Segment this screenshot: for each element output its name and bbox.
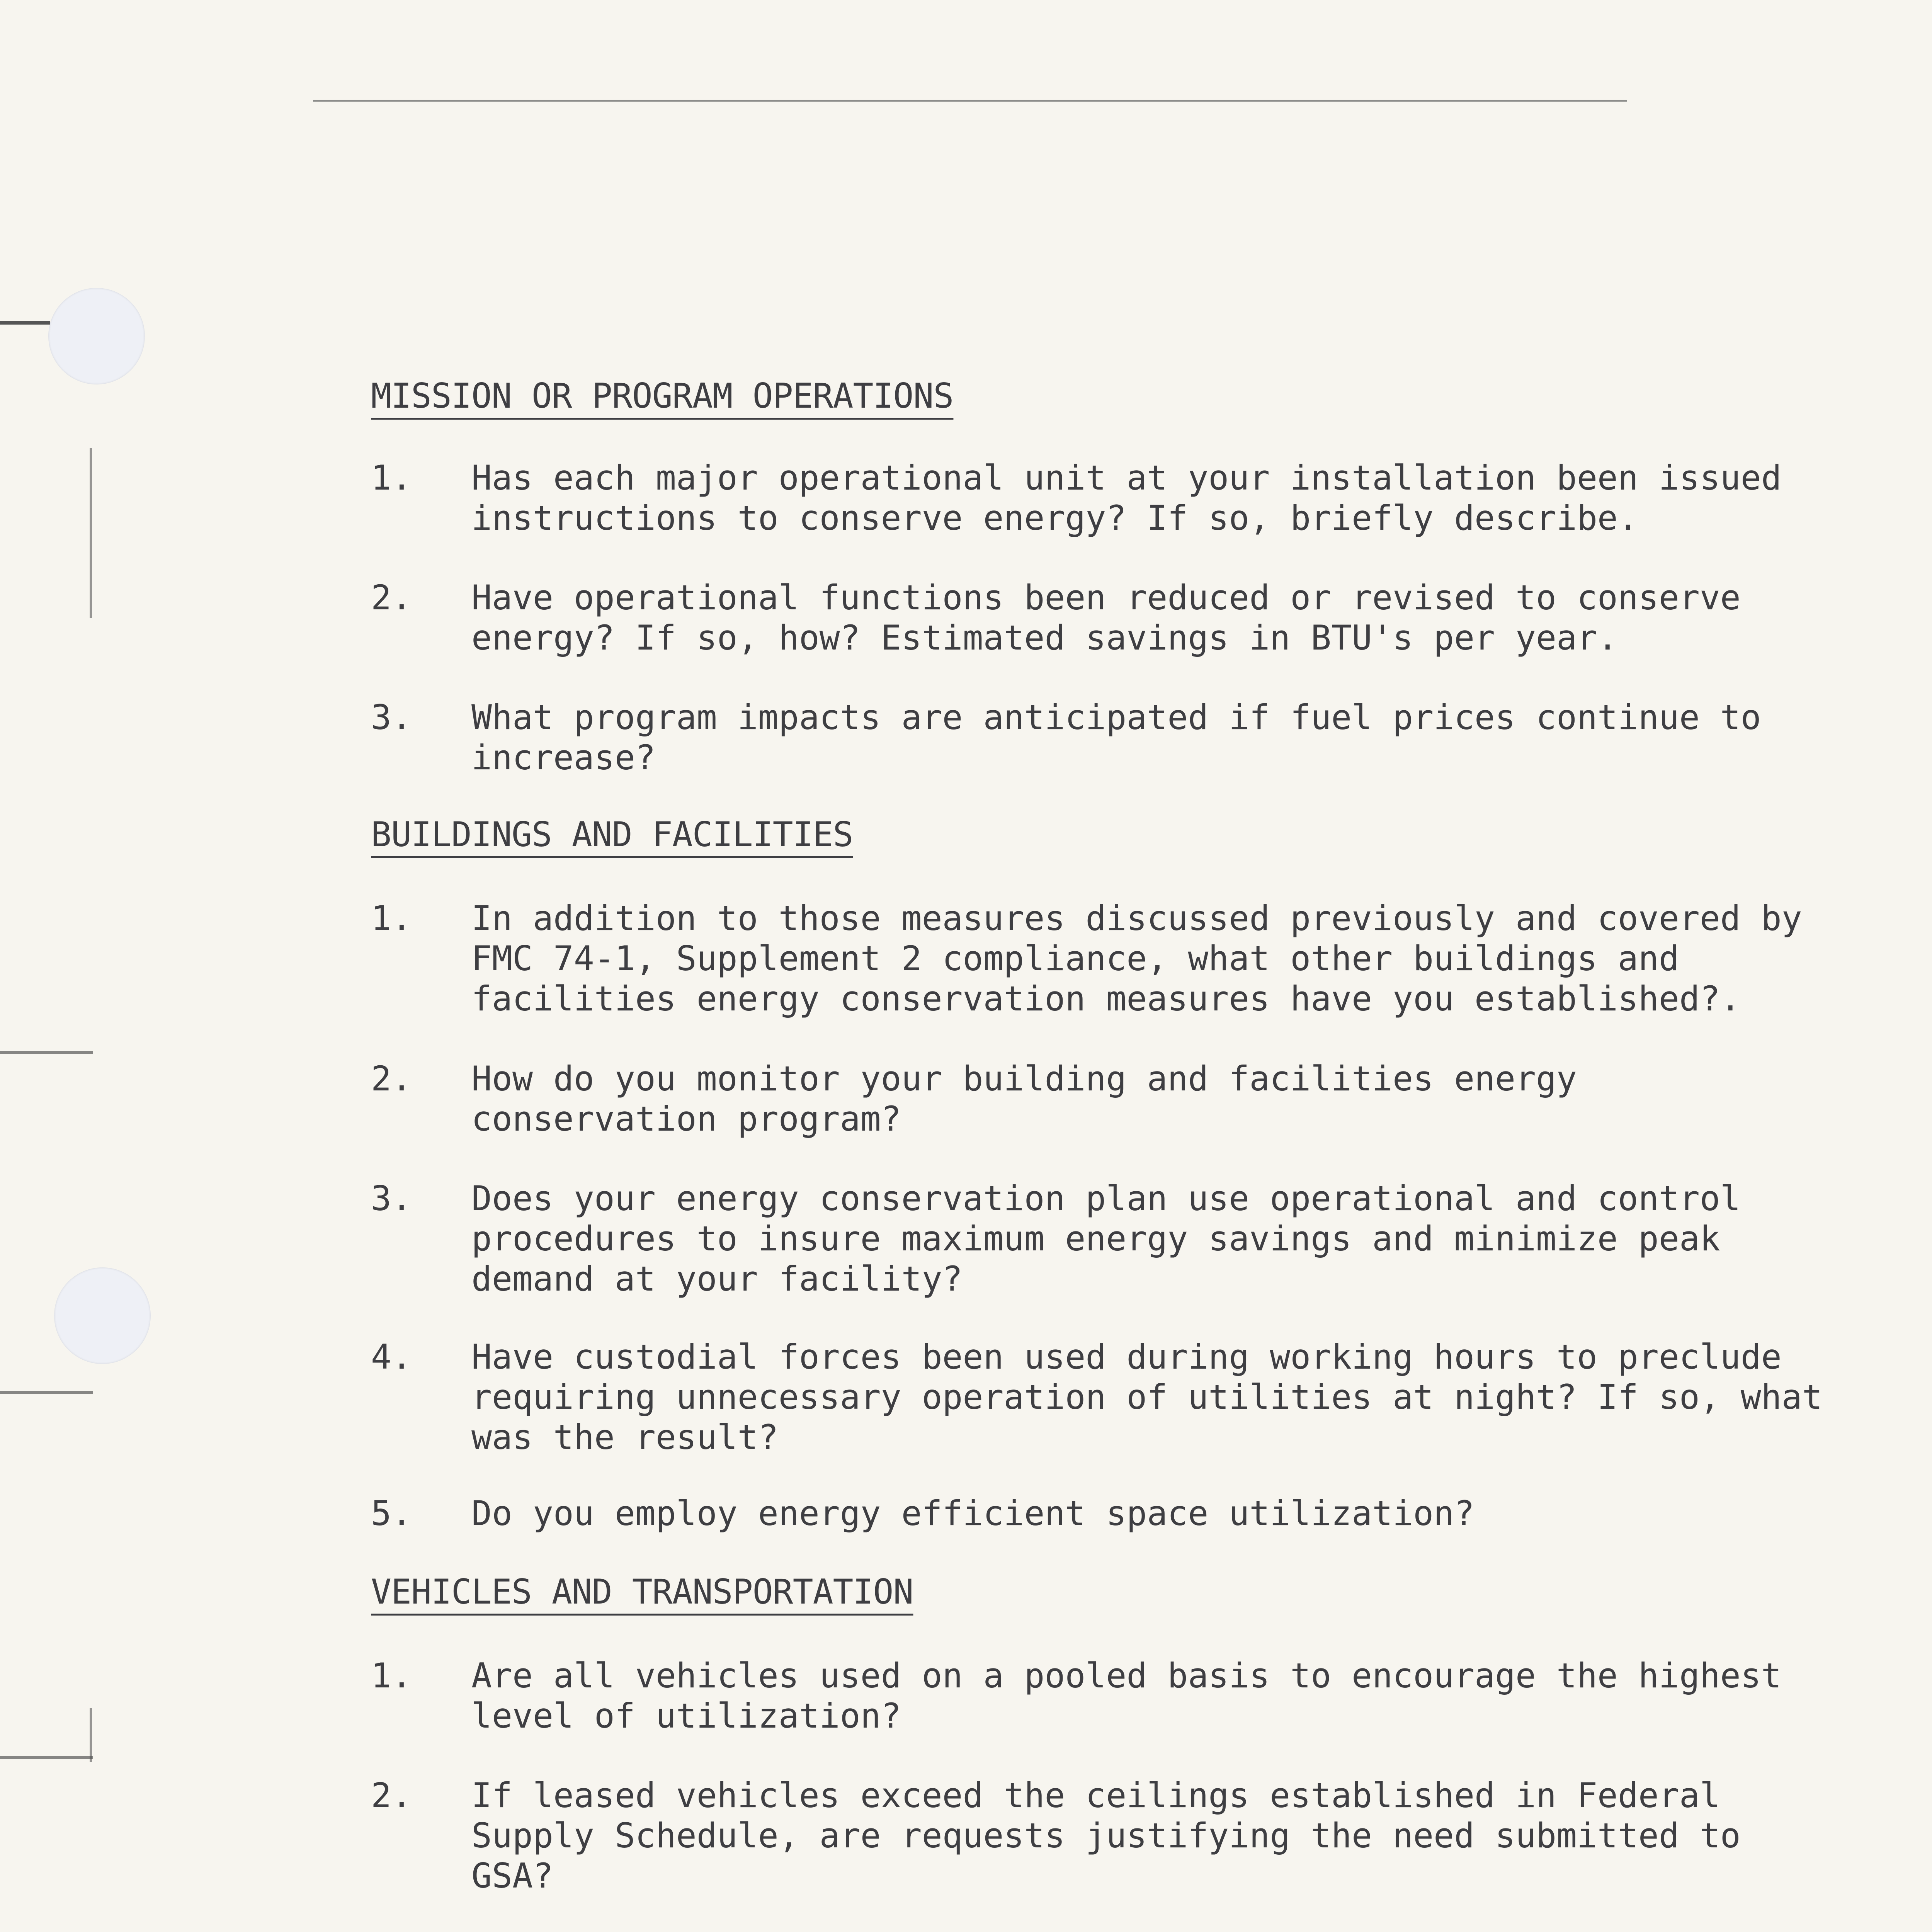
punch-hole-middle [54, 1267, 151, 1364]
item-number: 4. [371, 1337, 412, 1377]
top-rule [313, 100, 1627, 102]
item-number: 3. [371, 697, 412, 737]
margin-mark [0, 321, 50, 325]
item-text: Have operational functions been reduced or revised to conserve energy? If so, how? Estimated savings in BTU's per year. [471, 578, 1741, 658]
punch-hole-top [48, 288, 145, 384]
margin-mark [90, 448, 92, 618]
item-number: 2. [371, 1776, 412, 1815]
margin-mark [0, 1391, 93, 1394]
section-heading-mission: MISSION OR PROGRAM OPERATIONS [371, 376, 954, 416]
item-number: 3. [371, 1179, 412, 1218]
item-number: 5. [371, 1493, 412, 1533]
item-text: In addition to those measures discussed previously and covered by FMC 74-1, Supplement 2 compliance, what other buildings and facilities energy conservation measures have you established?. [471, 898, 1802, 1019]
item-text: Does your energy conservation plan use operational and control procedures to insure maximum energy savings and minimize peak demand at your facility? [471, 1179, 1741, 1299]
item-number: 1. [371, 1656, 412, 1696]
item-number: 1. [371, 458, 412, 498]
item-text: If leased vehicles exceed the ceilings established in Federal Supply Schedule, are requests justifying the need submitted to GSA? [471, 1776, 1741, 1896]
item-text: What program impacts are anticipated if fuel prices continue to increase? [471, 697, 1761, 777]
margin-mark [90, 1708, 92, 1762]
item-number: 2. [371, 1059, 412, 1099]
margin-mark [0, 1756, 93, 1759]
item-text: Has each major operational unit at your installation been issued instructions to conserve energy? If so, briefly describe. [471, 458, 1782, 538]
item-number: 2. [371, 578, 412, 617]
item-text: How do you monitor your building and facilities energy conservation program? [471, 1059, 1577, 1139]
item-text: Do you employ energy efficient space utilization? [471, 1493, 1475, 1533]
margin-mark [0, 1051, 93, 1054]
item-text: Are all vehicles used on a pooled basis to encourage the highest level of utilization? [471, 1656, 1782, 1736]
section-heading-vehicles: VEHICLES AND TRANSPORTATION [371, 1572, 913, 1612]
item-number: 1. [371, 898, 412, 938]
item-text: Have custodial forces been used during working hours to preclude requiring unnecessary operation of utilities at night? If so, what was the result? [471, 1337, 1823, 1457]
section-heading-buildings: BUILDINGS AND FACILITIES [371, 815, 853, 854]
